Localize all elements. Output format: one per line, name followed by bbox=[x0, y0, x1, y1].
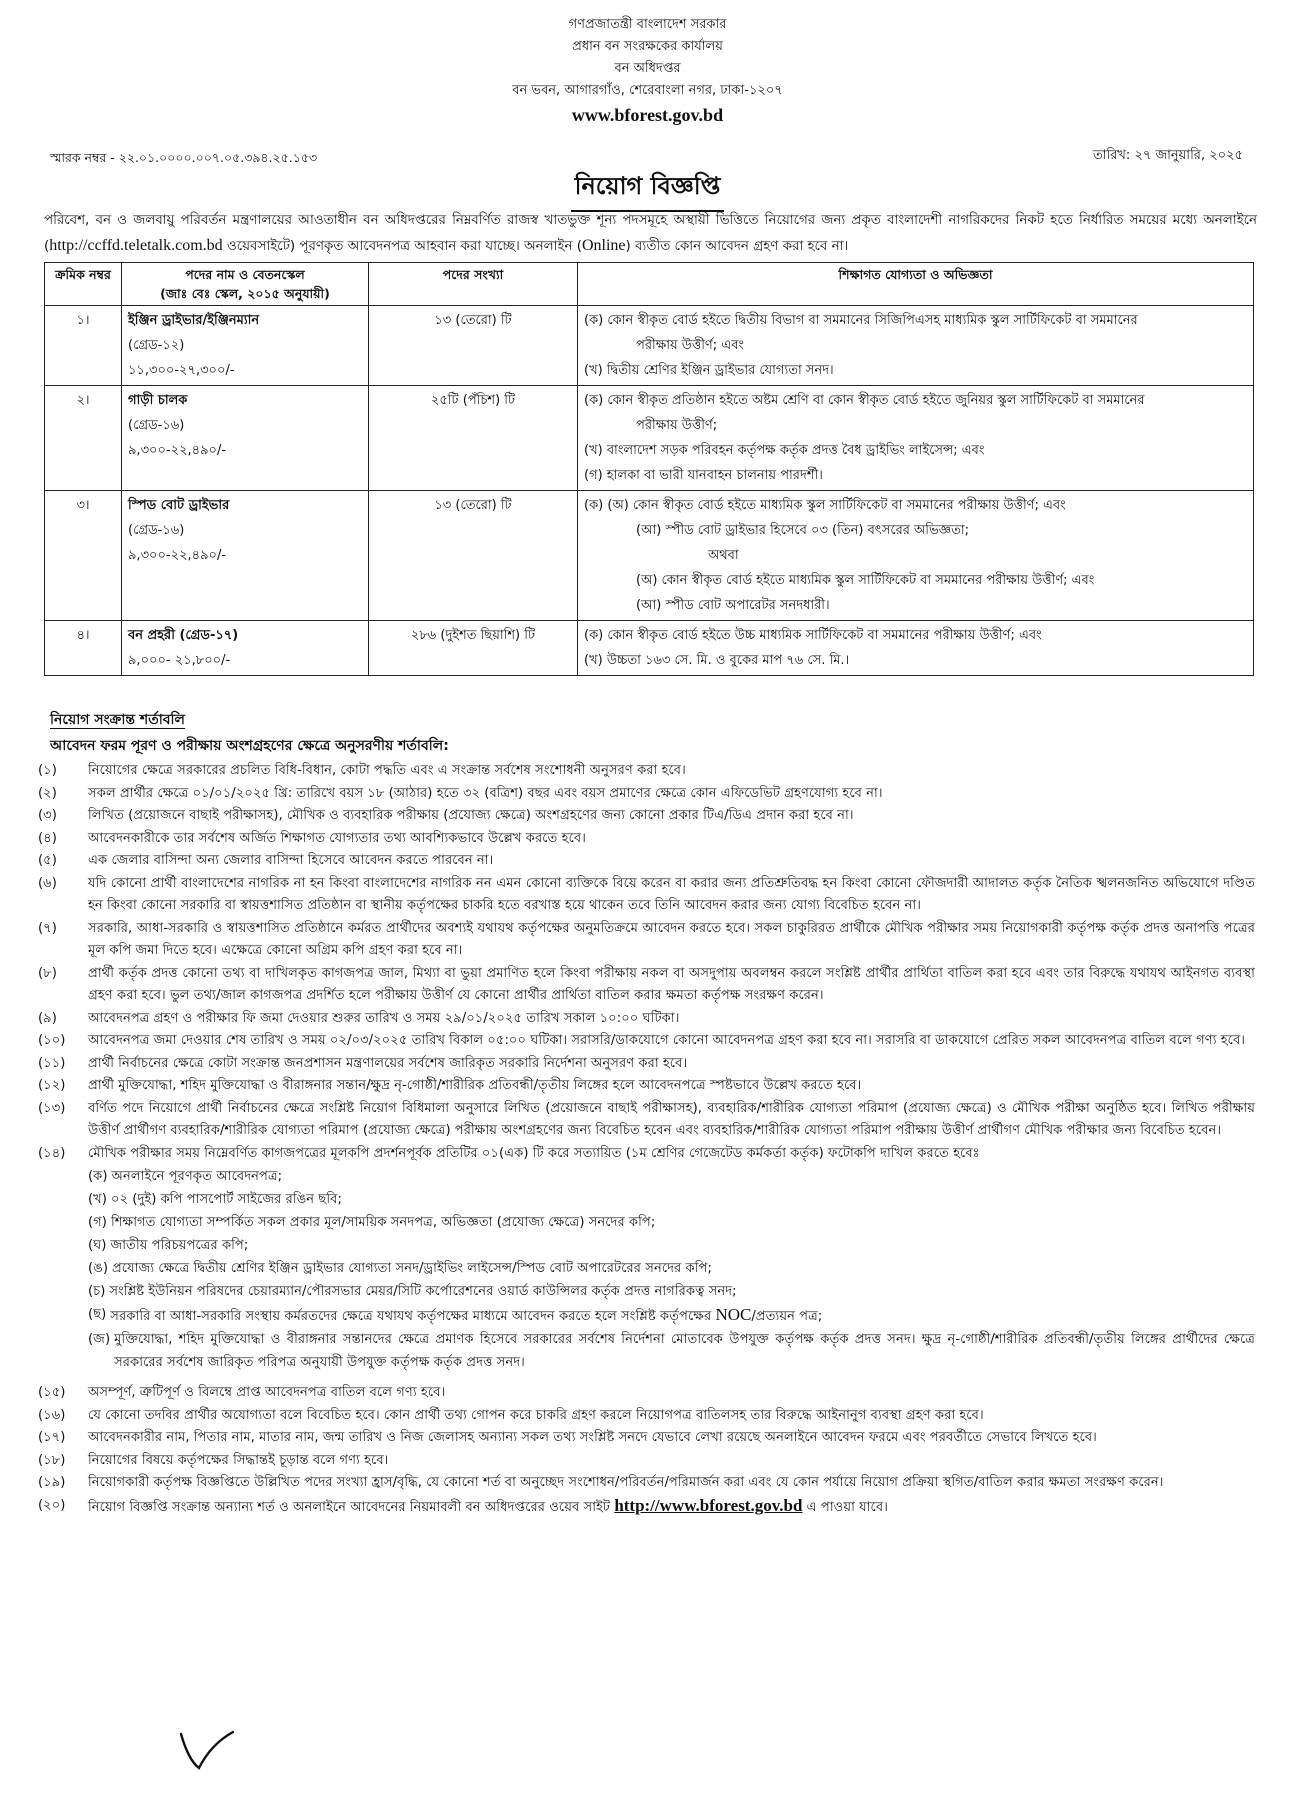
list-item bbox=[38, 1143, 1255, 1166]
cell-post bbox=[122, 491, 369, 621]
cell-count: ১৩ (তেরো) টি bbox=[369, 306, 578, 386]
list-item bbox=[38, 1450, 1255, 1473]
office-line: প্রধান বন সংরক্ষকের কার্যালয় bbox=[572, 39, 723, 54]
cell-post bbox=[122, 621, 369, 676]
sub-text: প্রযোজ্য ক্ষেত্রে দ্বিতীয় শ্রেণির ইঞ্জিন ড্রাইভার যোগ্যতা সনদ/ড্রাইভিং লাইসেন্স/স্পিড বোট অপারেটরের সনদের কপি; bbox=[111, 1261, 712, 1276]
post-name: স্পিড বোট ড্রাইভার bbox=[128, 498, 230, 513]
qual-line: (আ) স্পীড বোট অপারেটর সনদধারী। bbox=[636, 598, 830, 613]
item-number: (২) bbox=[38, 785, 57, 801]
item-number: (১২) bbox=[38, 1078, 66, 1093]
item-number: (৩) bbox=[38, 808, 57, 823]
list-item bbox=[38, 828, 1255, 851]
item-text-part: নিয়োগ বিজ্ঞপ্তি সংক্রান্ত অন্যান্য শর্ত ও অনলাইনে আবেদনের নিয়মাবলী বন অধিদপ্তরের ওয়েব সাইট bbox=[88, 1499, 615, 1515]
cell-qualification bbox=[578, 621, 1254, 676]
list-item bbox=[38, 760, 1255, 783]
item-text: সরকারি, আধা-সরকারি ও স্বায়ত্তশাসিত প্রতিষ্ঠানে কর্মরত প্রার্থীদের অবশ্যই যথাযথ কর্তৃপক্ষের অনুমতিক্রমে আবেদন করতে হবে। সকল চাকুরিরত প্রার্থীকে মৌখিক পরীক্ষার সময় নিয়োগকারী কর্তৃপক্ষ কর্তৃক প্রদত্ত অনাপত্তি পত্রের মূল কপি জমা দিতে হবে। এক্ষেত্রে কোনো অগ্রিম কপি গ্রহণ করা হবে না। bbox=[88, 920, 1255, 958]
sub-label: (ঙ) bbox=[88, 1261, 108, 1276]
item-number: (১৪) bbox=[38, 1145, 66, 1161]
qual-line: (খ) উচ্চতা ১৬৩ সে. মি. ও বুকের মাপ ৭৬ সে. মি.। bbox=[584, 653, 850, 668]
list-item bbox=[38, 1427, 1255, 1450]
item-text: এক জেলার বাসিন্দা অন্য জেলার বাসিন্দা হিসেবে আবেদন করতে পারবেন না। bbox=[88, 853, 494, 868]
item-number: (১৩) bbox=[38, 1100, 66, 1116]
post-name: গাড়ী চালক bbox=[128, 393, 188, 408]
conditions-heading bbox=[50, 708, 185, 732]
post-grade: (গ্রেড-১৬) bbox=[128, 523, 185, 538]
item-text-part: এ পাওয়া যাবে। bbox=[802, 1499, 888, 1515]
letterhead bbox=[0, 14, 1295, 128]
table-row bbox=[45, 386, 1254, 491]
notice-date: তারিখ: ২৭ জানুয়ারি, ২০২৫ bbox=[1093, 148, 1243, 163]
post-grade: (গ্রেড-১৬) bbox=[128, 418, 185, 433]
sub-item bbox=[88, 1211, 1255, 1234]
sub-text: অনলাইনে পূরণকৃত আবেদনপত্র; bbox=[111, 1169, 283, 1184]
memo-number: স্মারক নম্বর - ২২.০১.০০০০.০০৭.০৫.৩৯৪.২৫.১৫৩ bbox=[50, 150, 318, 165]
list-item bbox=[38, 783, 1255, 806]
sub-text bbox=[110, 1303, 1255, 1328]
item-text: প্রার্থী কর্তৃক প্রদত্ত কোনো তথ্য বা দাখিলকৃত কাগজপত্র জাল, মিথ্যা বা ভুয়া প্রমাণিত হলে কিংবা পরীক্ষায় নকল বা অসদুপায় অবলম্বন করলে সংশ্লিষ্ট প্রার্থীর প্রার্থিতা বাতিল করা হবে এবং তার বিরুদ্ধে যথাযথ আইনগত ব্যবস্থা গ্রহণ করা হবে। ভুল তথ্য/জাল কাগজপত্র প্রদর্শিত হলে পরীক্ষায় উত্তীর্ণ যে কোনো প্রার্থীর প্রার্থিতা বাতিল করার ক্ষমতা কর্তৃপক্ষ সংরক্ষণ করেন। bbox=[88, 965, 1255, 1003]
list-item bbox=[38, 1382, 1255, 1405]
qual-line: (খ) বাংলাদেশ সড়ক পরিবহন কর্তৃপক্ষ কর্তৃক প্রদত্ত বৈধ ড্রাইভিং লাইসেন্স; এবং bbox=[584, 443, 985, 458]
signature-mark bbox=[175, 1726, 245, 1776]
conditions-heading-text: নিয়োগ সংক্রান্ত শর্তাবলি bbox=[50, 712, 185, 728]
cell-qualification bbox=[578, 491, 1254, 621]
header-serial: ক্রমিক নম্বর bbox=[45, 263, 122, 306]
sub-label: (চ) bbox=[88, 1284, 106, 1299]
list-item bbox=[38, 805, 1255, 828]
item-number: (৬) bbox=[38, 875, 57, 891]
item-text: আবেদনপত্র গ্রহণ ও পরীক্ষার ফি জমা দেওয়ার শুরুর তারিখ ও সময় ২৯/০১/২০২৫ তারিখ সকাল ১০:০০ ঘটিকা। bbox=[88, 1010, 680, 1026]
qual-line: (গ) হালকা বা ভারী যানবাহন চালনায় পারদর্শী। bbox=[584, 468, 823, 483]
sub-text: সংশ্লিষ্ট ইউনিয়ন পরিষদের চেয়ারম্যান/পৌরসভার মেয়র/সিটি কর্পোরেশনের ওয়ার্ড কাউন্সিলর কর্তৃক প্রদত্ত নাগরিকত্ব সনদ; bbox=[109, 1284, 737, 1299]
sub-item bbox=[88, 1188, 1255, 1211]
bforest-website-link[interactable]: http://www.bforest.gov.bd bbox=[614, 1495, 803, 1515]
item-text: বর্ণিত পদে নিয়োগে প্রার্থী নির্বাচনের ক্ষেত্রে সংশ্লিষ্ট নিয়োগ বিধিমালা অনুসারে লিখিত (প্রয়োজনে বাছাই পরীক্ষাসহ), ব্যবহারিক/শারীরিক যোগ্যতা পরিমাপ (প্রযোজ্য ক্ষেত্রে) ও মৌখিক পরীক্ষা অনুষ্ঠিত হবে। লিখিত পরীক্ষায় উত্তীর্ণ প্রার্থীগণ ব্যবহারিক/শারীরিক যোগ্যতা পরিমাপ (প্রযোজ্য ক্ষেত্রে) পরীক্ষায় অংশগ্রহণের জন্য বিবেচিত হবেন এবং ব্যবহারিক/শারীরিক যোগ্যতা পরিমাপ পরীক্ষায় উত্তীর্ণ প্রার্থীগণ মৌখিক পরীক্ষার জন্য বিবেচিত হবেন। bbox=[88, 1100, 1255, 1138]
qual-line: (ক) কোন স্বীকৃত বোর্ড হইতে উচ্চ মাধ্যমিক সার্টিফিকেট বা সমমানের পরীক্ষায় উত্তীর্ণ; এবং bbox=[584, 628, 1042, 643]
intro-text-2: ওয়েবসাইটে) পূরণকৃত আবেদনপত্র আহবান করা যাচ্ছে। অনলাইন ( bbox=[222, 239, 582, 254]
item-number: (৭) bbox=[38, 920, 57, 936]
posts-table bbox=[44, 262, 1254, 676]
sub-text: জাতীয় পরিচয়পত্রের কপি; bbox=[110, 1238, 249, 1253]
sub-label: (গ) bbox=[88, 1215, 107, 1230]
sub-item bbox=[88, 1280, 1255, 1303]
sub-label: (জ) bbox=[88, 1332, 111, 1347]
item-text: সকল প্রার্থীর ক্ষেত্রে ০১/০১/২০২৫ খ্রি: তারিখে বয়স ১৮ (আঠার) হতে ৩২ (বত্রিশ) বছর এবং বয়স প্রমাণের ক্ষেত্রে কোন এফিডেভিট গ্রহণযোগ্য হবে না। bbox=[88, 785, 883, 801]
document-sublist bbox=[38, 1165, 1255, 1374]
apply-url-link[interactable]: http://ccffd.teletalk.com.bd bbox=[49, 237, 223, 254]
list-item bbox=[38, 873, 1255, 918]
qual-line: (অ) কোন স্বীকৃত বোর্ড হইতে মাধ্যমিক স্কুল সার্টিফিকেট বা সমমানের পরীক্ষায় উত্তীর্ণ; এবং bbox=[636, 573, 1095, 588]
govt-line: গণপ্রজাতন্ত্রী বাংলাদেশ সরকার bbox=[568, 17, 727, 32]
spacer bbox=[38, 1374, 1255, 1382]
sub-item bbox=[88, 1234, 1255, 1257]
table-row bbox=[45, 306, 1254, 386]
item-number: (৮) bbox=[38, 965, 57, 981]
item-number: (৯) bbox=[38, 1010, 57, 1026]
item-number: (১১) bbox=[38, 1055, 66, 1071]
item-text: আবেদনকারীর নাম, পিতার নাম, মাতার নাম, জন্ম তারিখ ও নিজ জেলাসহ অন্যান্য সকল তথ্য সংশ্লিষ্ট সনদে যেভাবে লেখা রয়েছে অনলাইনে আবেদন ফরমে এবং পরবর্তীতে সেভাবে লিখতে হবে। bbox=[88, 1430, 1097, 1445]
cell-post bbox=[122, 306, 369, 386]
cell-post bbox=[122, 386, 369, 491]
list-item bbox=[38, 1472, 1255, 1495]
list-item bbox=[38, 1030, 1255, 1053]
address-line: বন ভবন, আগারগাঁও, শেরেবাংলা নগর, ঢাকা-১২০৭ bbox=[512, 83, 783, 98]
item-text: নিয়োগের ক্ষেত্রে সরকারের প্রচলিত বিধি-বিধান, কোটা পদ্ধতি এবং এ সংক্রান্ত সর্বশেষ সংশোধনী অনুসরণ করা হবে। bbox=[88, 763, 686, 778]
item-text: নিয়োগকারী কর্তৃপক্ষ বিজ্ঞপ্তিতে উল্লিখিত পদের সংখ্যা হ্রাস/বৃদ্ধি, যে কোনো শর্ত বা অনুচ্ছেদ সংশোধন/পরিবর্তন/পরিমার্জন করা এবং যে কোন পর্যায়ে নিয়োগ প্রক্রিয়া স্থগিত/বাতিল করার ক্ষমতা সংরক্ষণ করেন। bbox=[88, 1475, 1164, 1490]
item-text: লিখিত (প্রয়োজনে বাছাই পরীক্ষাসহ), মৌখিক ও ব্যবহারিক পরীক্ষায় (প্রযোজ্য ক্ষেত্রে) অংশগ্রহণের জন্য কোনো প্রকার টিএ/ডিএ প্রদান করা হবে না। bbox=[88, 808, 854, 823]
sub-item bbox=[88, 1257, 1255, 1280]
table-row bbox=[45, 621, 1254, 676]
cell-qualification bbox=[578, 306, 1254, 386]
intro-text-3: ) ব্যতীত কোন আবেদন গ্রহণ করা হবে না। bbox=[625, 239, 849, 254]
page-title bbox=[0, 168, 1295, 212]
header-post bbox=[122, 263, 369, 306]
qual-line: (ক) কোন স্বীকৃত প্রতিষ্ঠান হইতে অষ্টম শ্রেণি বা কোন স্বীকৃত বোর্ড হইতে জুনিয়র স্কুল সার্টিফিকেট বা সমমানের bbox=[584, 393, 1145, 408]
sub-label: (ক) bbox=[88, 1169, 108, 1184]
qual-line: অথবা bbox=[708, 548, 739, 563]
post-grade: (গ্রেড-১২) bbox=[128, 338, 185, 353]
table-header-row bbox=[45, 263, 1254, 306]
cell-qualification bbox=[578, 386, 1254, 491]
item-text: যে কোনো তদবির প্রার্থীর অযোগ্যতা বলে বিবেচিত হবে। কোন প্রার্থী তথ্য গোপন করে চাকরি গ্রহণ করলে নিয়োগপত্র বাতিলসহ তার বিরুদ্ধে আইনানুগ ব্যবস্থা গ্রহণ করা হবে। bbox=[88, 1407, 984, 1423]
qual-line: (ক) (অ) কোন স্বীকৃত বোর্ড হইতে মাধ্যমিক স্কুল সার্টিফিকেট বা সমমানের পরীক্ষায় উত্তীর্ণ; এবং bbox=[584, 498, 1066, 513]
sub-label: (ঘ) bbox=[88, 1238, 107, 1253]
sub-text-part: /প্রত্যয়ন পত্র; bbox=[751, 1309, 823, 1324]
intro-paragraph bbox=[44, 208, 1257, 259]
item-text: নিয়োগের বিষয়ে কর্তৃপক্ষের সিদ্ধান্তই চূড়ান্ত বলে গণ্য হবে। bbox=[88, 1452, 389, 1468]
cell-serial: ৩। bbox=[45, 491, 122, 621]
list-item bbox=[38, 1075, 1255, 1098]
item-text: অসম্পূর্ণ, ত্রুটিপূর্ণ ও বিলম্বে প্রাপ্ত আবেদনপত্র বাতিল বলে গণ্য হবে। bbox=[88, 1385, 446, 1400]
cell-count: ১৩ (তেরো) টি bbox=[369, 491, 578, 621]
cell-serial: ২। bbox=[45, 386, 122, 491]
cell-serial: ৪। bbox=[45, 621, 122, 676]
sub-text: মুক্তিযোদ্ধা, শহিদ মুক্তিযোদ্ধা ও বীরাঙ্গনার সন্তানদের ক্ষেত্রে প্রমাণক হিসেবে সরকারের সর্বশেষ নির্দেশনা মোতাবেক উপযুক্ত কর্তৃপক্ষ কর্তৃক প্রদত্ত সনদ। ক্ষুদ্র নৃ-গোষ্ঠী/শারীরিক প্রতিবন্ধী/তৃতীয় লিঙ্গের প্রার্থীদের ক্ষেত্রে সরকারের সর্বশেষ জারিকৃত পরিপত্র অনুযায়ী উপযুক্ত কর্তৃপক্ষ কর্তৃক প্রদত্ত সনদ। bbox=[114, 1332, 1255, 1370]
qual-line: পরীক্ষায় উত্তীর্ণ; এবং bbox=[636, 338, 745, 353]
sub-text: শিক্ষাগত যোগ্যতা সম্পর্কিত সকল প্রকার মূল/সাময়িক সনদপত্র, অভিজ্ঞতা (প্রযোজ্য ক্ষেত্রে) সনদের কপি; bbox=[110, 1215, 656, 1230]
item-number: (২০) bbox=[38, 1497, 66, 1513]
item-number: (৫) bbox=[38, 853, 57, 868]
sub-label: (ছ) bbox=[88, 1307, 107, 1322]
header-count: পদের সংখ্যা bbox=[369, 263, 578, 306]
item-number: (১৫) bbox=[38, 1385, 66, 1400]
qual-line: পরীক্ষায় উত্তীর্ণ; bbox=[636, 418, 718, 433]
item-number: (১৭) bbox=[38, 1430, 66, 1445]
website-link[interactable]: www.bforest.gov.bd bbox=[571, 105, 724, 125]
post-name: বন প্রহরী (গ্রেড-১৭) bbox=[128, 628, 239, 643]
post-scale: ৯,৩০০-২২,৪৯০/- bbox=[128, 548, 227, 563]
item-number: (১৬) bbox=[38, 1407, 66, 1423]
sub-item bbox=[88, 1303, 1255, 1328]
item-number: (৪) bbox=[38, 830, 57, 846]
table-row bbox=[45, 491, 1254, 621]
list-item bbox=[38, 1098, 1255, 1143]
item-text: প্রার্থী মুক্তিযোদ্ধা, শহিদ মুক্তিযোদ্ধা ও বীরাঙ্গনার সন্তান/ক্ষুদ্র নৃ-গোষ্ঠী/শারীরিক প্রতিবন্ধী/তৃতীয় লিঙ্গের হলে আবেদনপত্রে স্পষ্টভাবে উল্লেখ করতে হবে। bbox=[88, 1078, 862, 1093]
list-item bbox=[38, 963, 1255, 1008]
post-scale: ৯,০০০- ২১,৮০০/- bbox=[128, 653, 231, 668]
qual-line: (ক) কোন স্বীকৃত বোর্ড হইতে দ্বিতীয় বিভাগ বা সমমানের সিজিপিএসহ মাধ্যমিক স্কুল সার্টিফিকেট বা সমমানের bbox=[584, 313, 1138, 328]
title-text: নিয়োগ বিজ্ঞপ্তি bbox=[571, 168, 725, 212]
list-item bbox=[38, 1053, 1255, 1076]
item-text: মৌখিক পরীক্ষার সময় নিম্নেবর্ণিত কাগজপত্রের মূলকপি প্রদর্শনপূর্বক প্রতিটির ০১(এক) টি করে সত্যায়িত (১ম শ্রেণির গেজেটেড কর্মকর্তা কর্তৃক) ফটোকপি দাখিল করতে হবেঃ bbox=[88, 1145, 980, 1161]
intro-text-1: পরিবেশ, বন ও জলবায়ু পরিবর্তন মন্ত্রণালয়ের আওতাধীন বন অধিদপ্তরের নিম্নবর্ণিত রাজস্ব খাতভুক্ত শূন্য পদসমূহে অস্থায়ী ভিত্তিতে নিয়োগের জন্য প্রকৃত বাংলাদেশী নাগরিকদের নিকট হতে নির্ধারিত সময়ের মধ্যে অনলাইনে ( bbox=[44, 213, 1257, 254]
list-item bbox=[38, 1008, 1255, 1031]
sub-item bbox=[88, 1165, 1255, 1188]
list-item bbox=[38, 1495, 1255, 1520]
header-post-label: পদের নাম ও বেতনস্কেল bbox=[185, 267, 305, 282]
department-line: বন অধিদপ্তর bbox=[614, 61, 681, 76]
sub-label: (খ) bbox=[88, 1192, 107, 1207]
item-number: (১৯) bbox=[38, 1475, 66, 1490]
header-post-sub: (জাঃ বেঃ স্কেল, ২০১৫ অনুযায়ী) bbox=[160, 286, 330, 301]
item-text: প্রার্থী নির্বাচনের ক্ষেত্রে কোটা সংক্রান্ত জনপ্রশাসন মন্ত্রণালয়ের সর্বশেষ জারিকৃত সরকারি নির্দেশনা অনুসরণ করা হবে। bbox=[88, 1055, 688, 1071]
qual-line: (খ) দ্বিতীয় শ্রেণির ইঞ্জিন ড্রাইভার যোগ্যতা সনদ। bbox=[584, 363, 834, 378]
conditions-list bbox=[38, 760, 1255, 1519]
sub-text: ০২ (দুই) কপি পাসপোর্ট সাইজের রঙিন ছবি; bbox=[110, 1192, 342, 1207]
noc-text: NOC bbox=[715, 1305, 752, 1324]
post-name: ইঞ্জিন ড্রাইভার/ইঞ্জিনম্যান bbox=[128, 313, 260, 328]
intro-online: Online bbox=[581, 237, 626, 254]
cell-count: ২৮৬ (দুইশত ছিয়াশি) টি bbox=[369, 621, 578, 676]
item-number: (১৮) bbox=[38, 1452, 66, 1468]
item-number: (১) bbox=[38, 763, 57, 778]
post-scale: ৯,৩০০-২২,৪৯০/- bbox=[128, 443, 227, 458]
item-text bbox=[88, 1495, 1255, 1520]
list-item bbox=[38, 1405, 1255, 1428]
sub-item bbox=[88, 1328, 1255, 1374]
item-text: আবেদনকারীকে তার সর্বশেষ অর্জিত শিক্ষাগত যোগ্যতার তথ্য আবশ্যিকভাবে উল্লেখ করতে হবে। bbox=[88, 830, 586, 846]
list-item bbox=[38, 918, 1255, 963]
item-text: আবেদনপত্র জমা দেওয়ার শেষ তারিখ ও সময় ০২/০৩/২০২৫ তারিখ বিকাল ০৫:০০ ঘটিকা। সরাসরি/ডাকযোগে কোনো আবেদনপত্র গ্রহণ করা হবে না। সরাসরি বা ডাকযোগে প্রেরিত সকল আবেদনপত্র বাতিল বলে গণ্য হবে। bbox=[88, 1033, 1246, 1048]
cell-count: ২৫টি (পঁচিশ) টি bbox=[369, 386, 578, 491]
sub-text-part: সরকারি বা আধা-সরকারি সংস্থায় কর্মরতদের ক্ষেত্রে যথাযথ কর্তৃপক্ষের মাধ্যমে আবেদন করতে হলে সংশ্লিষ্ট কর্তৃপক্ষের bbox=[110, 1309, 716, 1324]
conditions-subheading: আবেদন ফরম পূরণ ও পরীক্ষায় অংশগ্রহণের ক্ষেত্রে অনুসরণীয় শর্তাবলি: bbox=[50, 738, 449, 754]
post-scale: ১১,৩০০-২৭,৩০০/- bbox=[128, 363, 235, 378]
list-item bbox=[38, 850, 1255, 873]
item-text: যদি কোনো প্রার্থী বাংলাদেশের নাগরিক না হন কিংবা বাংলাদেশের নাগরিক নন এমন কোনো ব্যক্তিকে বিয়ে করেন বা করার জন্য প্রতিশ্রুতিবদ্ধ হন কিংবা কোনো ফৌজদারী আদালত কর্তৃক নৈতিক স্খলনজনিত অভিযোগে দণ্ডিত হন কিংবা কোনো সরকারি বা স্বায়ত্তশাসিত প্রতিষ্ঠান বা স্থানীয় কর্তৃপক্ষের চাকরি হতে বরখাস্ত হয়ে থাকেন তবে তিনি আবেদন করার জন্য যোগ্য বিবেচিত হবেন না। bbox=[88, 875, 1255, 913]
header-qualification: শিক্ষাগত যোগ্যতা ও অভিজ্ঞতা bbox=[578, 263, 1254, 306]
cell-serial: ১। bbox=[45, 306, 122, 386]
item-number: (১০) bbox=[38, 1033, 66, 1048]
qual-line: (আ) স্পীড বোট ড্রাইভার হিসেবে ০৩ (তিন) বৎসরের অভিজ্ঞতা; bbox=[636, 523, 970, 538]
